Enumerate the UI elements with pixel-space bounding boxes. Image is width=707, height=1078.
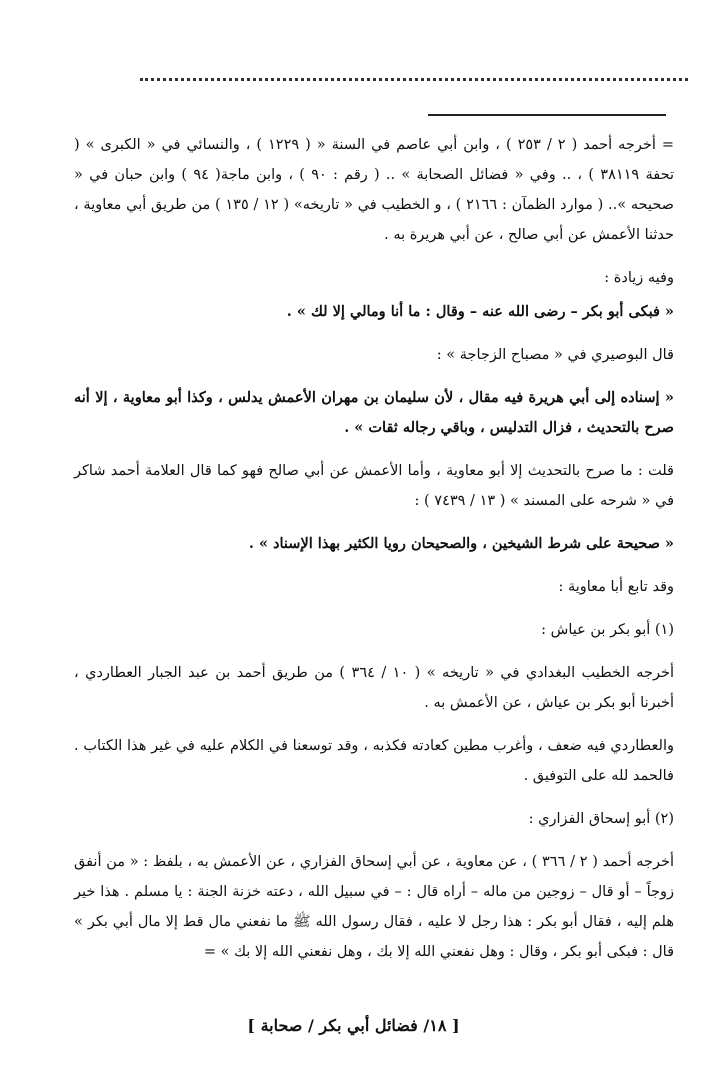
addition-intro: وفيه زيادة :	[604, 270, 674, 286]
takhrij-paragraph: = أخرجه أحمد ( ٢ / ٢٥٣ ) ، وابن أبي عاصم في السنة « ( ١٢٢٩ ) ، والنسائي في « الكبرى » ( تحفة ٣٨١١٩ ) ، .. وفي « فضائل الصحابة » .. ( رقم : ٩٠ ) ، وابن ماجة( ٩٤ ) وابن حبان في « صحيحه ».. ( موارد الظمآن : ٢١٦٦ ) ، و الخطيب في « تاريخه» ( ١٢ / ١٣٥ ) من طريق أبي معاوية ، حدثنا الأعمش عن أبي صالح ، عن أبي هريرة به .	[74, 137, 675, 243]
section-heading-2: (٢) أبو إسحاق الفزاري :	[528, 811, 674, 827]
page-footer: [ ١٨/ فضائل أبي بكر / صحابة ]	[247, 1016, 460, 1035]
utaridi-comment: والعطاردي فيه ضعف ، وأغرب مطين كعادته فكذبه ، وقد توسعنا في الكلام عليه في غير هذا الكتاب . فالحمد لله على التوفيق .	[74, 738, 674, 784]
ahmad-takhrij: أخرجه أحمد ( ٢ / ٣٦٦ ) ، عن معاوية ، عن أبي إسحاق الفزاري ، عن الأعمش به ، بلفظ : « من أنفق زوجاً – أو قال – زوجين من ماله – أراه قال : – في سبيل الله ، دعته خزنة الجنة : يا مسلم . هذا خير هلم إليه ، فقال أبو بكر : هذا رجل لا عليه ، فقال رسول الله ﷺ ما نفعني مال قط إلا مال أبي بكر » قال : فبكى أبو بكر ، وقال : وهل نفعني الله إلا بك ، وهل نفعني الله إلا بك » =	[74, 854, 674, 960]
shakir-quote: « صحيحة على شرط الشيخين ، والصحيحان رويا الكثير بهذا الإسناد » .	[248, 535, 674, 552]
busiri-intro: قال البوصيري في « مصباح الزجاجة » :	[436, 347, 674, 363]
hadith-addition-quote: « فبكى أبو بكر – رضى الله عنه – وقال : ما أنا ومالي إلا لك » .	[286, 303, 674, 320]
footnote-body	[74, 130, 674, 980]
corroboration-intro: وقد تابع أبا معاوية :	[558, 579, 674, 595]
section-heading-1: (١) أبو بكر بن عياش :	[541, 622, 674, 638]
khatib-takhrij: أخرجه الخطيب البغدادي في « تاريخه » ( ١٠ / ٣٦٤ ) من طريق أحمد بن عبد الجبار العطاردي ، أخبرنا أبو بكر بن عياش ، عن الأعمش به .	[74, 665, 675, 711]
author-comment: قلت : ما صرح بالتحديث إلا أبو معاوية ، وأما الأعمش عن أبي صالح فهو كما قال العلامة أحمد شاكر في « شرحه على المسند » ( ١٣ / ٧٤٣٩ ) :	[74, 463, 674, 509]
busiri-quote: « إسناده إلى أبي هريرة فيه مقال ، لأن سليمان بن مهران الأعمش يدلس ، وكذا أبو معاوية ، إلا أنه صرح بالتحديث ، فزال التدليس ، وباقي رجاله ثقات » .	[74, 389, 674, 436]
footnote-rule	[428, 114, 666, 116]
dotted-separator	[140, 78, 688, 81]
